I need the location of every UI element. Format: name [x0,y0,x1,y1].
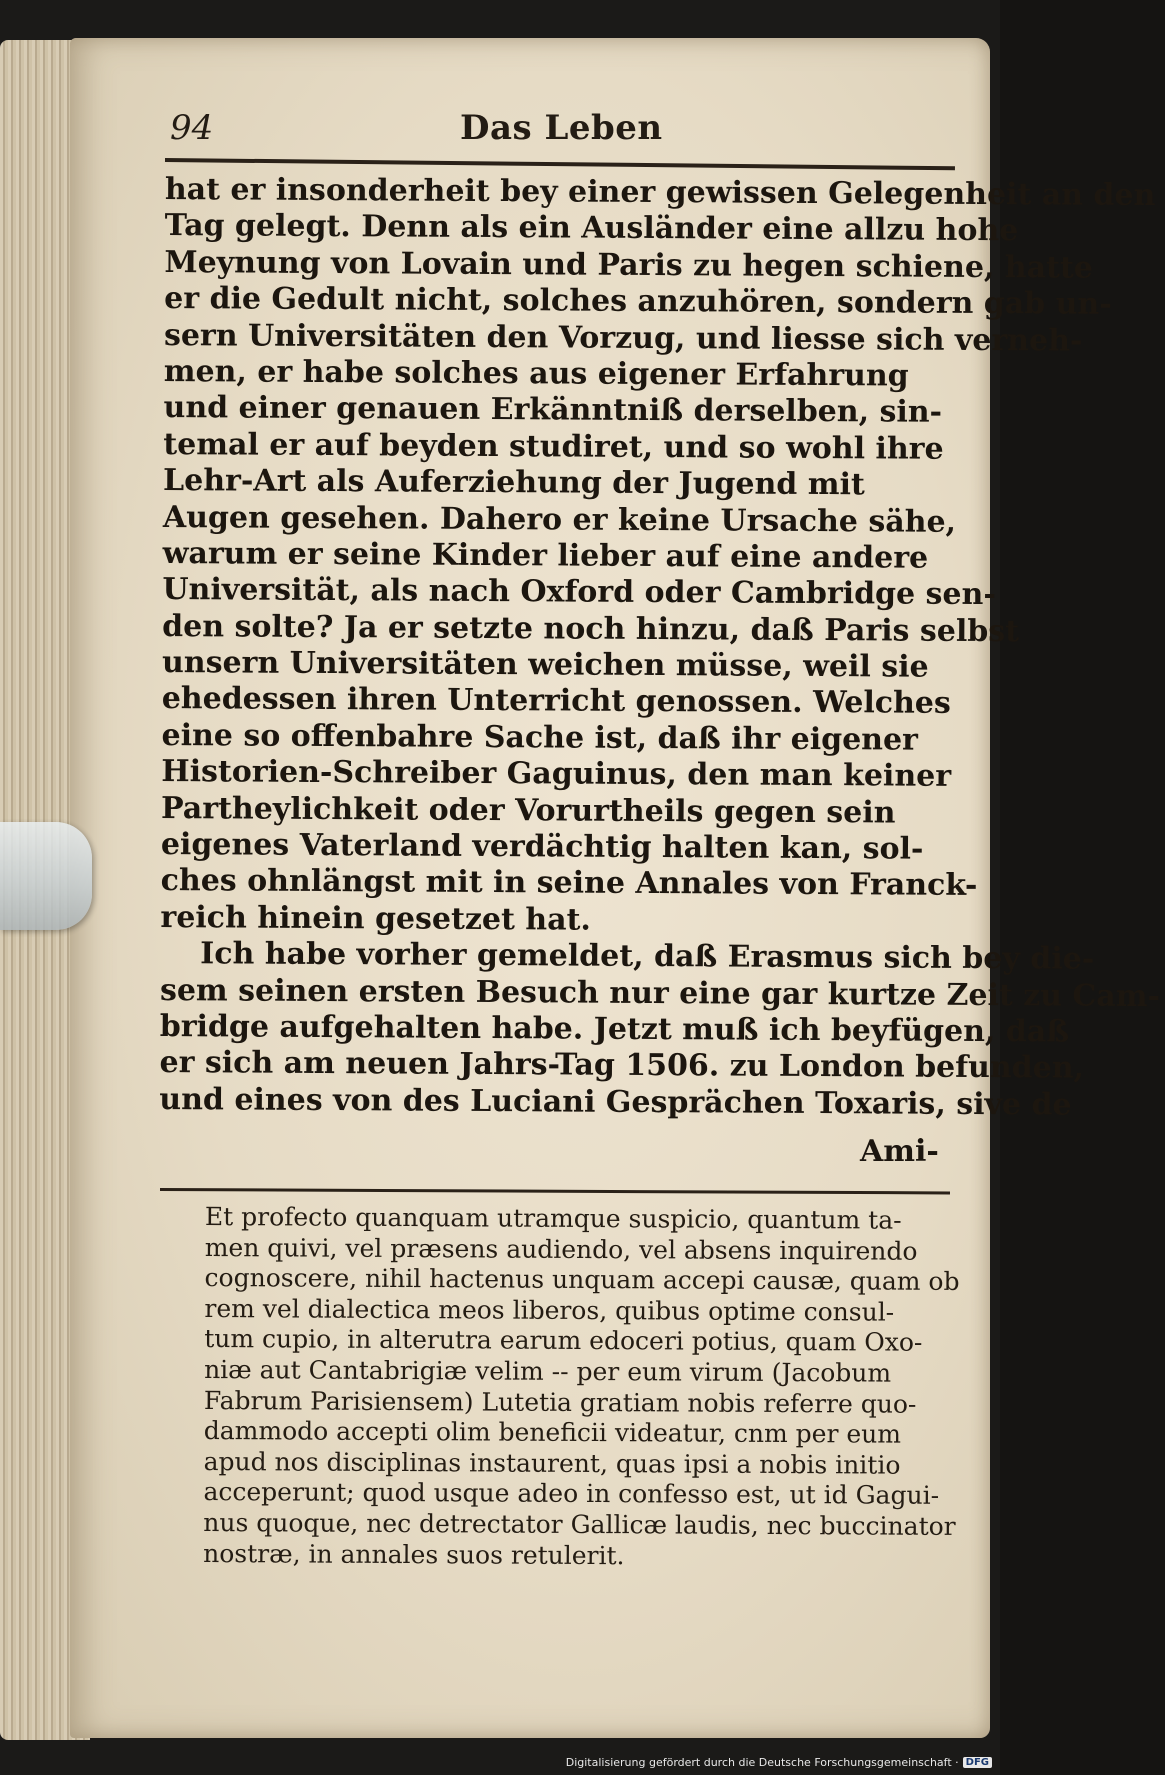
note-line: nostræ, in annales suos retulerit. [203,1538,625,1570]
text-line: Historien-Schreiber Gaguinus, den man keiner [161,754,952,795]
running-head [170,108,940,154]
text-line: ehedessen ihren Unterricht genossen. Welches [161,681,951,722]
text-line: ches ohnlängst mit in seine Annales von Franck- [160,863,978,904]
text-line: und eines von des Luciani Gesprächen Toxaris, sive de [159,1081,1072,1123]
note-line: acceperunt; quod usque adeo in confesso est, ut id Gagui- [203,1477,940,1511]
text-line: eine so offenbahre Sache ist, daß ihr eigener [161,717,919,758]
text-line: Meynung von Lovain und Paris zu hegen schiene, hatte [164,244,1094,286]
text-line: eigenes Vaterland verdächtig halten kan, sol- [160,827,924,867]
text-line: er die Gedult nicht, solches anzuhören, sondern gab un- [164,281,1112,322]
page-number: 94 [170,108,214,148]
note-line: niæ aut Cantabrigiæ velim -- per eum virum (Jacobum [204,1354,892,1388]
running-title: Das Leben [460,108,663,148]
text-line: Partheylichkeit oder Vorurtheils gegen sein [161,790,896,831]
text-line: warum er seine Kinder lieber auf eine andere [162,535,929,576]
text-line: den solte? Ja er setzte noch hinzu, daß Paris selbst [162,608,1020,649]
text-line: temal er auf beyden studiret, und so wohl ihre [163,426,944,467]
text-line: men, er habe solches aus eigener Erfahrung [163,353,909,394]
note-line: dammodo accepti olim beneficii videatur, cnm per eum [203,1416,902,1449]
text-line: er sich am neuen Jahrs-Tag 1506. zu London befunden, [159,1045,1085,1087]
text-line: Augen gesehen. Dahero er keine Ursache sähe, [162,499,957,540]
note-line: rem vel dialectica meos liberos, quibus optime consul- [204,1293,895,1327]
note-line: nus quoque, nec detrectator Gallicæ laudis, nec buccinator [203,1507,956,1541]
note-line: cognoscere, nihil hactenus unquam accepi causæ, quam ob [204,1263,960,1297]
text-line: reich hinein gesetzet hat. [160,899,591,938]
text-line: unsern Universitäten weichen müsse, weil sie [161,645,929,685]
text-line: sern Universitäten den Vorzug, und liesse sich verneh- [163,317,1083,359]
text-line: sem seinen ersten Besuch nur eine gar kurtze Zeit zu Cam- [159,972,1161,1014]
page-clip [0,822,92,930]
main-text [159,172,1161,1123]
text-line: Lehr-Art als Auferziehung der Jugend mit [163,463,865,503]
text-line: hat er insonderheit bey einer gewissen Gelegenheit an den [164,172,1156,214]
note-line: Et profecto quanquam utramque suspicio, quantum ta- [204,1202,902,1235]
note-line: apud nos disciplinas instaurent, quas ipsi a nobis initio [203,1446,901,1480]
note-line: men quivi, vel præsens audiendo, vel absens inquirendo [204,1232,918,1266]
text-line: Tag gelegt. Denn als ein Ausländer eine allzu hohe [164,208,1019,249]
text-line: bridge aufgehalten habe. Jetzt muß ich beyfügen, daß [159,1008,1070,1050]
text-line: Universität, als nach Oxford oder Cambridge sen- [162,572,996,613]
credit-text: Digitalisierung gefördert durch die Deutsche Forschungsgemeinschaft · [565,1756,959,1769]
text-line: Ich habe vorher gemeldet, daß Erasmus sich bey die- [200,936,1095,977]
note-line: tum cupio, in alterutra earum edoceri potius, quam Oxo- [204,1324,923,1358]
note-line: Fabrum Parisiensem) Lutetia gratiam nobis referre quo- [203,1385,917,1419]
dfg-logo: DFG [963,1757,992,1768]
text-line: und einer genauen Erkänntniß derselben, sin- [163,390,943,431]
digitization-credit [566,1756,992,1769]
catchword: Ami- [860,1134,939,1169]
footnote-text [203,1202,960,1573]
